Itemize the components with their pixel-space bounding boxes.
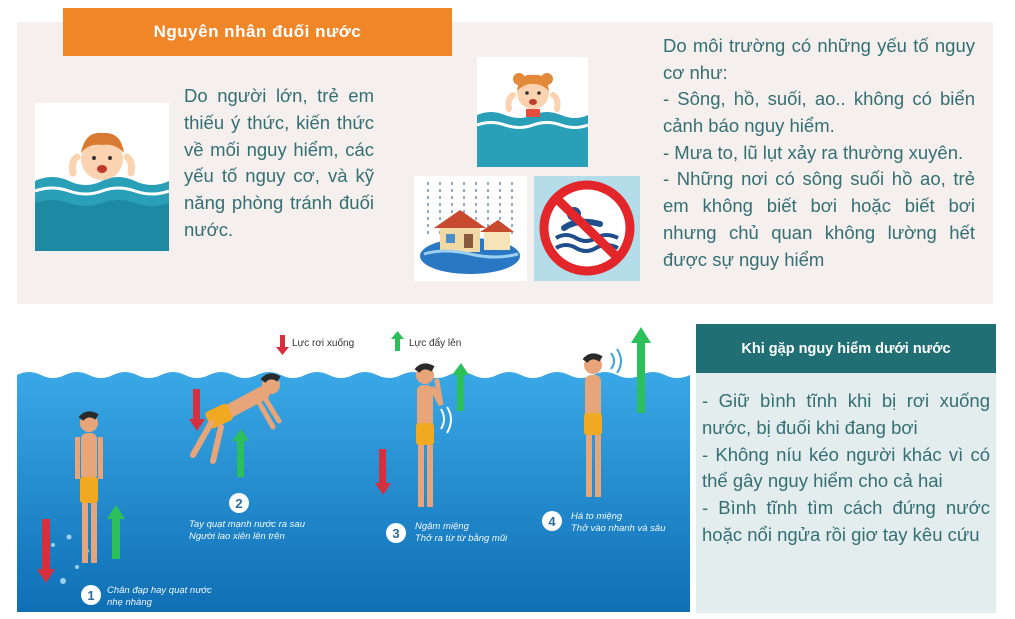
step-2-number: 2 [229, 493, 249, 513]
legend-down-force: Lực rơi xuống [292, 338, 355, 349]
list-item: - Không níu kéo người khác vì có thể gây nguy hiểm cho cả hai [702, 443, 990, 492]
step-1-number: 1 [81, 585, 101, 605]
step-1-caption: Chân đạp hay quạt nước nhẹ nhàng [107, 585, 212, 608]
flooded-house-icon [414, 176, 527, 281]
cause-title-banner: Nguyên nhân đuối nước [63, 8, 452, 56]
environment-risk-list [663, 86, 975, 274]
no-swimming-sign-icon [534, 176, 640, 281]
list-item: - Bình tĩnh tìm cách đứng nước hoặc nổi ngửa rồi giơ tay kêu cứu [702, 497, 990, 545]
list-item: - Mưa to, lũ lụt xảy ra thường xuyên. [663, 141, 964, 163]
list-item: - Những nơi có sông suối hồ ao, trẻ em không biết bơi hoặc biết bơi nhưng chủ quan không lường hết được sự nguy hiểm [663, 168, 975, 270]
step-3-number: 3 [386, 523, 406, 543]
drowning-child-icon [35, 103, 169, 251]
list-item: - Sông, hồ, suối, ao.. không có biển cảnh báo nguy hiểm. [663, 88, 975, 136]
step-4-number: 4 [542, 511, 562, 531]
survival-steps-illustration [17, 323, 690, 612]
environment-intro: Do môi trường có những yếu tố nguy cơ như: [663, 35, 975, 83]
list-item: - Giữ bình tĩnh khi bị rơi xuống nước, bị đuối khi đang bơi [702, 390, 990, 438]
drowning-girl-icon [477, 57, 588, 167]
danger-advice-list [702, 388, 990, 549]
step-4-caption: Há to miệng Thở vào nhanh và sâu [571, 511, 666, 534]
step-3-caption: Ngậm miệng Thở ra từ từ bằng mũi [415, 521, 508, 544]
step-2-caption: Tay quạt mạnh nước ra sau Người lao xiên lên trên [189, 519, 305, 542]
legend-up-force: Lực đẩy lên [409, 338, 462, 349]
cause-description: Do người lớn, trẻ em thiếu ý thức, kiến thức về mối nguy hiểm, các yếu tố nguy cơ, và kỹ năng phòng tránh đuối nước. [184, 85, 374, 240]
danger-title-banner: Khi gặp nguy hiểm dưới nước [696, 324, 996, 373]
